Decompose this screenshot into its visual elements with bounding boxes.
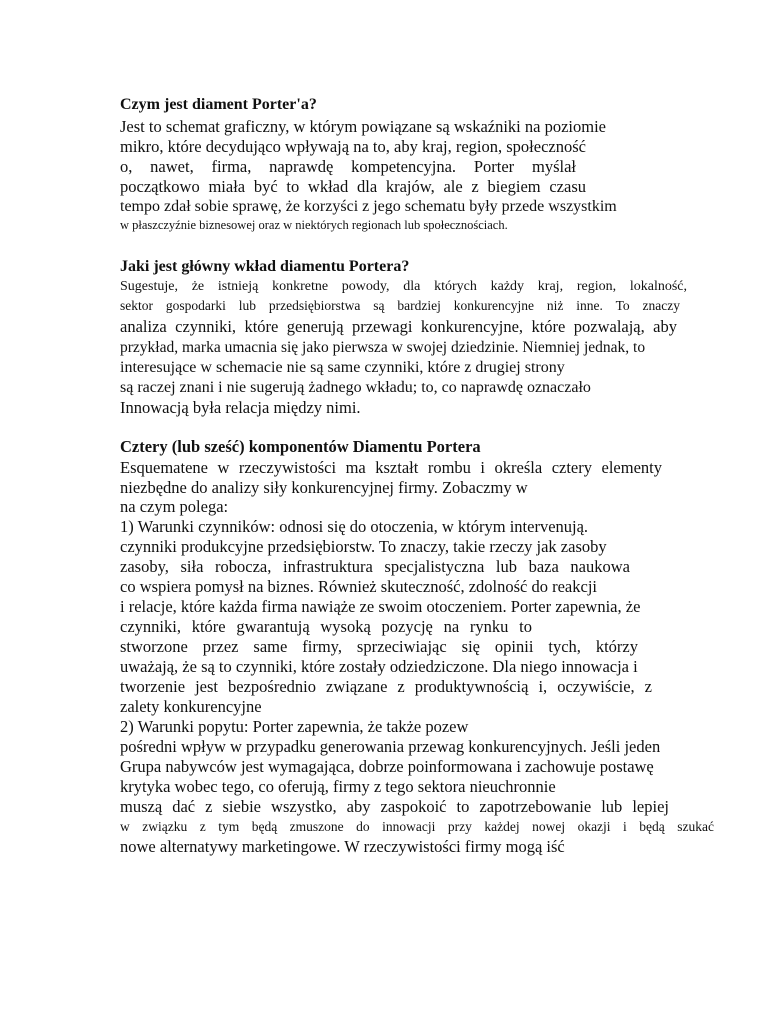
text-line: Jest to schemat graficzny, w którym powiązane są wskaźniki na poziomie [120, 117, 606, 136]
text-line: tempo zdał sobie sprawę, że korzyści z jego schematu były przede wszystkim [120, 198, 617, 215]
text-line: analiza czynniki, które generują przewagi konkurencyjne, które pozwalają, aby [120, 317, 677, 336]
text-line: Sugestuje, że istnieją konkretne powody, dla których każdy kraj, region, lokalność, [120, 279, 687, 294]
text-line: 2) Warunki popytu: Porter zapewnia, że także pozew [120, 717, 469, 736]
text-line: Innowacją była relacja między nimi. [120, 398, 361, 417]
text-line: co wspiera pomysł na biznes. Również skuteczność, zdolność do reakcji [120, 577, 597, 596]
text-line: przykład, marka umacnia się jako pierwsza w swojej dziedzinie. Niemniej jednak, to [120, 339, 646, 356]
text-line: Esquematene w rzeczywistości ma kształt rombu i określa cztery elementy [120, 458, 662, 477]
text-line: niezbędne do analizy siły konkurencyjnej firmy. Zobaczmy w [120, 478, 528, 497]
text-line: o, nawet, firma, naprawdę kompetencyjna. Porter myślał [120, 157, 576, 176]
text-line: 1) Warunki czynników: odnosi się do otoczenia, w którym intervenują. [120, 517, 589, 536]
text-line: są raczej znani i nie sugerują żadnego wkładu; to, co naprawdę oznaczało [120, 379, 591, 396]
text-line: pośredni wpływ w przypadku generowania przewag konkurencyjnych. Jeśli jeden [120, 737, 661, 756]
text-line: czynniki, które gwarantują wysoką pozycję na rynku to [120, 617, 532, 636]
text-line: zasoby, siła robocza, infrastruktura specjalistyczna lub baza naukowa [120, 557, 630, 576]
text-line: interesujące w schemacie nie są same czynniki, które z drugiej strony [120, 359, 565, 376]
text-line: i relacje, które każda firma nawiąże ze swoim otoczeniem. Porter zapewnia, że [120, 597, 641, 616]
text-line: w płaszczyźnie biznesowej oraz w niektórych regionach lub społecznościach. [120, 218, 508, 232]
text-line: tworzenie jest bezpośrednio związane z produktywnością i, oczywiście, z [120, 677, 652, 696]
text-line: Grupa nabywców jest wymagająca, dobrze poinformowana i zachowuje postawę [120, 757, 654, 776]
text-line: zalety konkurencyjne [120, 697, 262, 716]
text-line: nowe alternatywy marketingowe. W rzeczywistości firmy mogą iść [120, 837, 565, 856]
text-line: sektor gospodarki lub przedsiębiorstwa są bardziej konkurencyjne niż inne. To znaczy [120, 298, 680, 313]
section-heading: Cztery (lub sześć) komponentów Diamentu Portera [120, 437, 481, 456]
section-heading: Jaki jest główny wkład diamentu Portera? [120, 258, 410, 275]
text-line: na czym polega: [120, 497, 229, 516]
section-heading: Czym jest diament Porter'a? [120, 96, 317, 113]
text-line: mikro, które decydująco wpływają na to, aby kraj, region, społeczność [120, 137, 586, 156]
text-line: początkowo miała być to wkład dla krajów, ale z biegiem czasu [120, 177, 586, 196]
text-line: muszą dać z siebie wszystko, aby zaspokoić to zapotrzebowanie lub lepiej [120, 797, 669, 816]
text-line: krytyka wobec tego, co oferują, firmy z tego sektora nieuchronnie [120, 777, 556, 796]
text-line: w związku z tym będą zmuszone do innowacji przy każdej nowej okazji i będą szukać [120, 819, 714, 834]
text-line: stworzone przez same firmy, sprzeciwiając się opinii tych, którzy [120, 637, 638, 656]
text-line: czynniki produkcyjne przedsiębiorstw. To znaczy, takie rzeczy jak zasoby [120, 537, 607, 556]
text-line: uważają, że są to czynniki, które zostały odziedziczone. Dla niego innowacja i [120, 657, 638, 676]
